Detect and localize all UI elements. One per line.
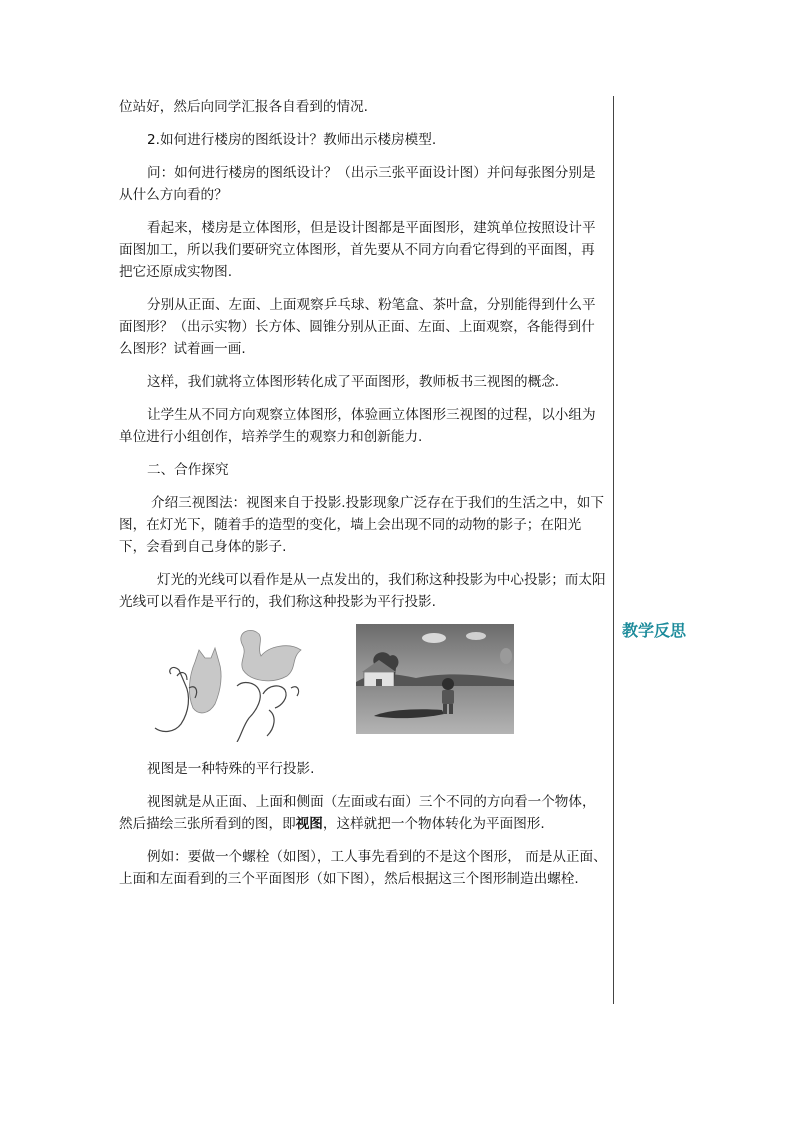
paragraph-8: 介绍三视图法：视图来自于投影.投影现象广泛存在于我们的生活之中，如下图，在灯光下，随着手的造型的变化，墙上会出现不同的动物的影子；在阳光下，会看到自己身体的影子.	[119, 495, 604, 555]
sunlight-shadow-photo	[356, 624, 514, 734]
column-divider	[613, 96, 614, 1004]
paragraph-5: 分别从正面、左面、上面观察乒乓球、粉笔盒、茶叶盒，分别能得到什么平面图形？（出示实物）长方体、圆锥分别从正面、左面、上面观察，各能得到什么图形？试着画一画.	[119, 297, 596, 357]
paragraph-11	[119, 791, 607, 835]
paragraph-4: 看起来，楼房是立体图形，但是设计图都是平面图形，建筑单位按照设计平面图加工，所以我们要研究立体图形，首先要从不同方向看它得到的平面图，再把它还原成实物图.	[119, 220, 596, 280]
paragraph-10: 视图是一种特殊的平行投影.	[147, 761, 315, 777]
paragraph-2: 2.如何进行楼房的图纸设计？教师出示楼房模型.	[147, 132, 437, 148]
paragraph-9: 灯光的光线可以看作是从一点发出的，我们称这种投影为中心投影；而太阳光线可以看作是平行的，我们称这种投影为平行投影.	[119, 572, 606, 610]
view-text-before: 视图就是从正面、上面和侧面（左面或右面）三个不同的方向看一个物体，然后描绘三张所看到的图，即	[119, 794, 596, 832]
teaching-reflection-label: 教学反思	[622, 621, 687, 640]
paragraph-3: 问：如何进行楼房的图纸设计？（出示三张平面设计图）并问每张图分别是从什么方向看的？	[119, 165, 596, 203]
paragraph-7: 让学生从不同方向观察立体图形，体验画立体图形三视图的过程，以小组为单位进行小组创作，培养学生的观察力和创新能力.	[119, 407, 596, 445]
section-heading: 二、合作探究	[147, 462, 229, 478]
paragraph-1: 位站好，然后向同学汇报各自看到的情况.	[119, 99, 369, 115]
view-term: 视图	[295, 816, 323, 832]
paragraph-6: 这样，我们就将立体图形转化成了平面图形，教师板书三视图的概念.	[147, 374, 560, 390]
paragraph-12: 例如：要做一个螺栓（如图），工人事先看到的不是这个图形， 而是从正面、上面和左面看到的三个平面图形（如下图），然后根据这三个图形制造出螺栓.	[119, 849, 607, 887]
main-content	[119, 96, 607, 901]
figure-row	[119, 624, 607, 744]
hand-shadow-illustration	[151, 624, 311, 742]
view-text-after: ，这样就把一个物体转化为平面图形.	[322, 816, 545, 832]
